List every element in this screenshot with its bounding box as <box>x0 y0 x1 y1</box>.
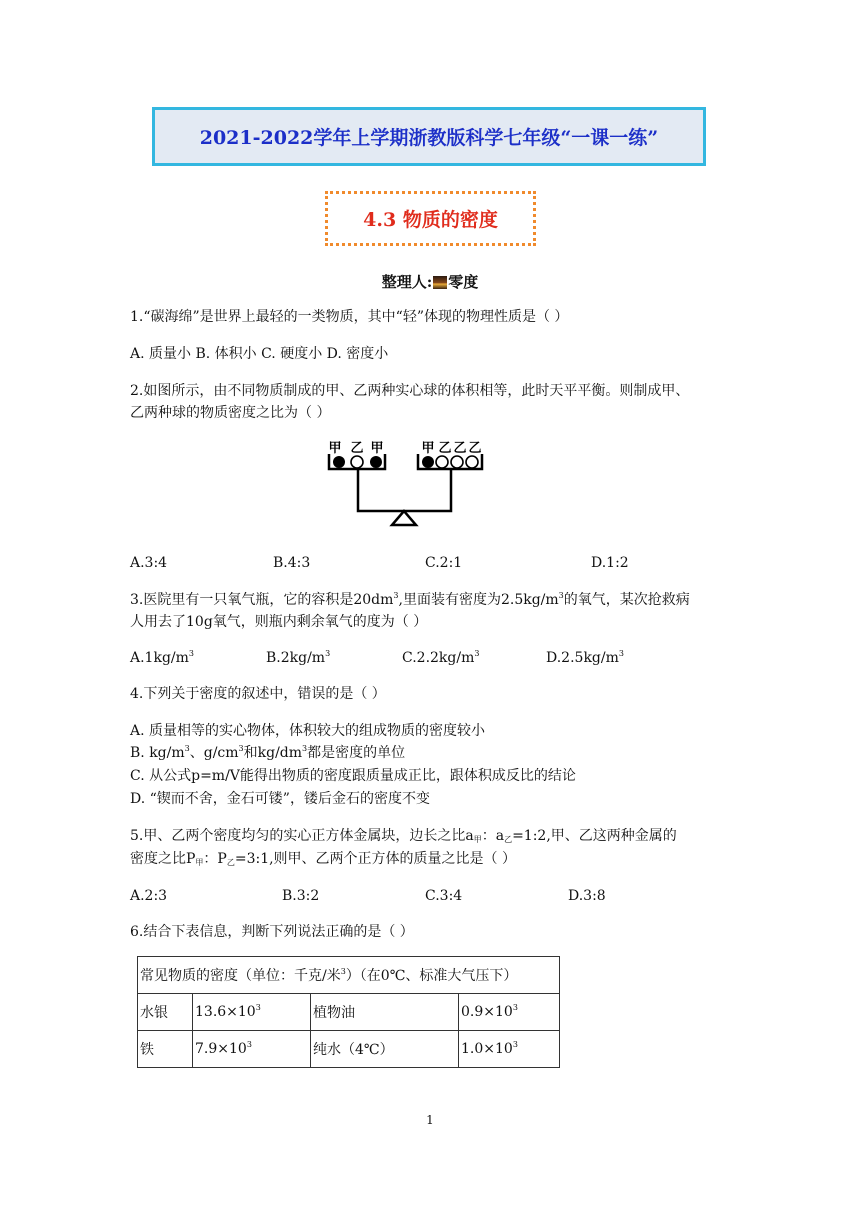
table-row <box>138 957 560 994</box>
q6-stem: 6.结合下表信息，判断下列说法正确的是（ ） <box>130 924 414 940</box>
jia-ball <box>333 456 345 468</box>
q5-option-b: B.3:2 <box>282 888 320 904</box>
q3-option-b: $B.2kg/m^3$ <box>266 649 331 666</box>
jia-ball <box>370 456 382 468</box>
table-cell: $0.9\times 10^3$ <box>459 994 560 1031</box>
balance-scale-figure <box>320 432 500 532</box>
jia-ball <box>422 456 434 468</box>
density-table <box>137 956 560 1068</box>
balance-fulcrum <box>392 511 416 525</box>
document-title: 2021-2022学年上学期浙教版科学七年级“一课一练” <box>199 127 659 149</box>
ball-label: 乙 <box>453 441 467 456</box>
yi-ball <box>466 456 478 468</box>
q2-option-a: A.3:4 <box>130 555 168 571</box>
table-cell: $13.6\times 10^3$ <box>193 994 311 1031</box>
table-cell: 植物油 <box>311 994 459 1031</box>
q5-option-d: D.3:8 <box>568 888 606 904</box>
table-row <box>138 1031 560 1068</box>
q3-option-a: $A.1kg/m^3$ <box>130 649 194 666</box>
q5-option-c: C.3:4 <box>425 888 463 904</box>
q3-option-d: $D.2.5kg/m^3$ <box>546 649 624 666</box>
q3-option-c: $C.2.2kg/m^3$ <box>402 649 480 666</box>
q5-stem-line1: 5.甲、乙两个密度均匀的实心正方体金属块，边长之比$a_甲$：$a_乙=1:2$,甲、乙这两种金属的 <box>130 828 677 844</box>
section-title: 4.3 物质的密度 <box>363 209 498 231</box>
q4-option-a: A. 质量相等的实心物体，体积较大的组成物质的密度较小 <box>130 723 486 739</box>
section-title-box <box>325 191 536 246</box>
ball-label: 甲 <box>370 441 384 456</box>
table-cell: 纯水（4℃） <box>311 1031 459 1068</box>
q3-stem-line1: 3.医院里有一只氧气瓶，它的容积是$20dm^3$,里面装有密度为$2.5kg/m^3$的氧气，某次抢救病 <box>130 591 690 608</box>
q4-option-c: C. 从公式p=m/V能得出物质的密度跟质量成正比，跟体积成反比的结论 <box>130 768 576 784</box>
ball-label: 乙 <box>468 441 482 456</box>
page-number: 1 <box>426 1113 434 1127</box>
q4-stem: 4.下列关于密度的叙述中，错误的是（ ） <box>130 686 386 702</box>
table-cell: $1.0\times 10^3$ <box>459 1031 560 1068</box>
yi-ball <box>436 456 448 468</box>
q1-stem: 1.“碳海绵”是世界上最轻的一类物质，其中“轻”体现的物理性质是（ ） <box>130 309 569 325</box>
q2-option-b: B.4:3 <box>273 555 311 571</box>
table-cell: 铁 <box>138 1031 193 1068</box>
yi-ball <box>451 456 463 468</box>
q2-option-c: C.2:1 <box>425 555 463 571</box>
q2-option-d: D.1:2 <box>591 555 629 571</box>
sunset-logo-icon <box>433 276 447 289</box>
q4-option-d: D. “锲而不舍，金石可镂”，镂后金石的密度不变 <box>130 791 430 807</box>
q5-option-a: A.2:3 <box>130 888 168 904</box>
q2-stem-line2: 乙两种球的物质密度之比为（ ） <box>130 405 331 421</box>
table-cell: $7.9\times 10^3$ <box>193 1031 311 1068</box>
yi-ball <box>351 456 363 468</box>
author-name: 零度 <box>448 273 479 291</box>
ball-label: 甲 <box>328 441 342 456</box>
author-line <box>0 271 860 292</box>
ball-label: 乙 <box>438 441 452 456</box>
q5-stem-line2: 密度之比$P_甲$：$P_乙=3:1$,则甲、乙两个正方体的质量之比是（ ） <box>130 851 517 867</box>
table-caption-cell: 常见物质的密度（单位：千克/米$^3$）（在0℃、标准大气压下） <box>138 957 560 994</box>
balance-beam <box>358 469 451 511</box>
q2-stem-line1: 2.如图所示，由不同物质制成的甲、乙两种实心球的体积相等，此时天平平衡。则制成甲、 <box>130 383 690 399</box>
ball-label: 乙 <box>350 441 364 456</box>
document-title-box <box>152 107 706 166</box>
author-label: 整理人: <box>381 273 433 291</box>
table-cell: 水银 <box>138 994 193 1031</box>
table-row <box>138 994 560 1031</box>
q1-options: A. 质量小 B. 体积小 C. 硬度小 D. 密度小 <box>130 346 389 362</box>
ball-label: 甲 <box>421 441 435 456</box>
q4-option-b: B. $kg/m^3$、$g/cm^3$和$kg/dm^3$都是密度的单位 <box>130 744 406 761</box>
q3-stem-line2: 人用去了10g氧气，则瓶内剩余氧气的度为（ ） <box>130 614 428 630</box>
